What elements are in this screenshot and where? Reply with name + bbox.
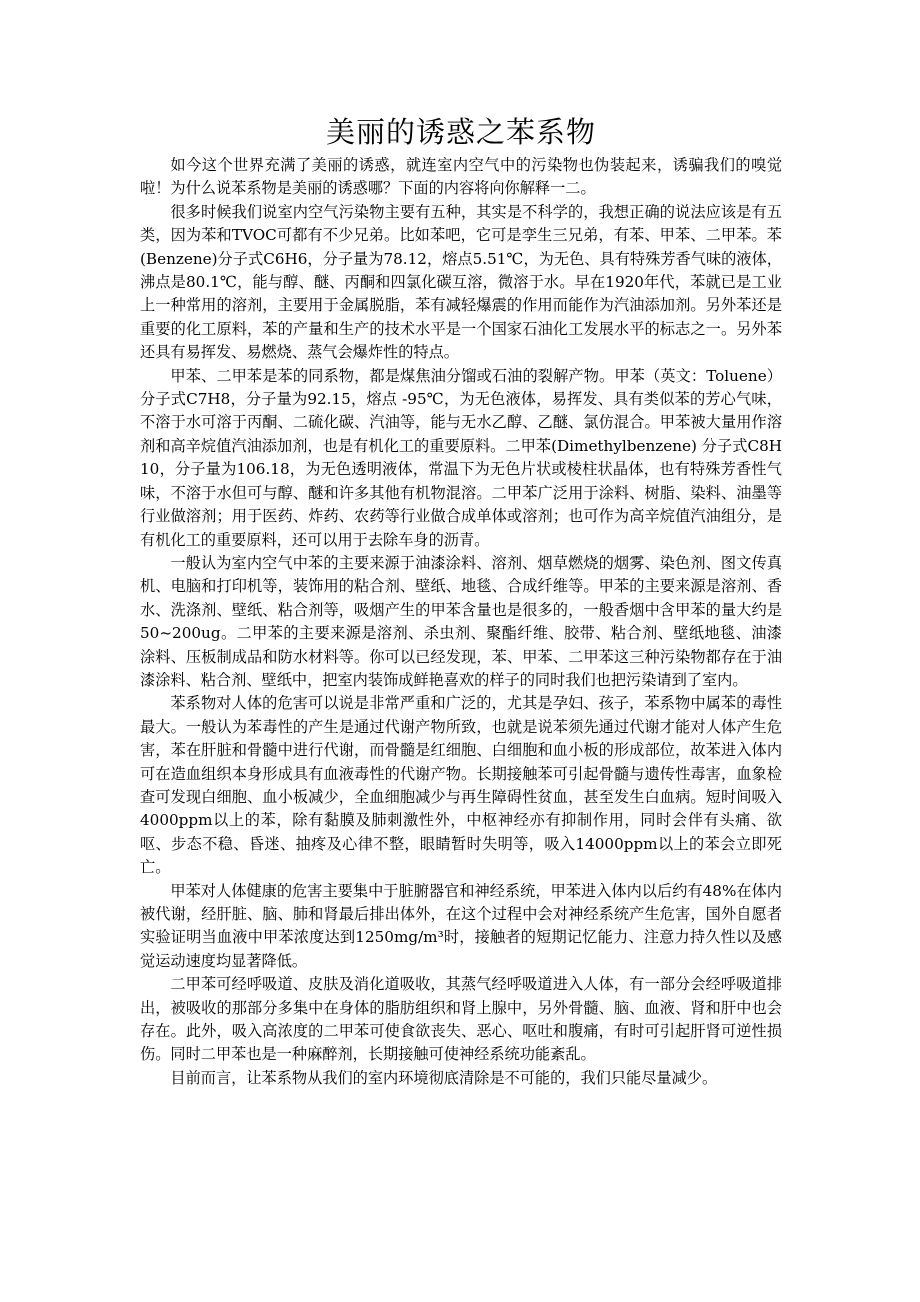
- paragraph-toluene-hazards: 甲苯对人体健康的危害主要集中于脏腑器官和神经系统，甲苯进入体内以后约有48%在体内被代谢，经肝脏、脑、肺和肾最后排出体外，在这个过程中会对神经系统产生危害，国外自愿者实验证明当血液中甲苯浓度达到1250mg/m³时，接触者的短期记忆能力、注意力持久性以及感觉运动速度均显著降低。: [140, 881, 782, 970]
- paragraph-intro: 如今这个世界充满了美丽的诱惑，就连室内空气中的污染物也伪装起来，诱骗我们的嗅觉啦！为什么说苯系物是美丽的诱惑哪？下面的内容将向你解释一二。: [140, 156, 782, 198]
- document-title: 美丽的诱惑之苯系物: [325, 115, 596, 149]
- paragraph-benzene: 很多时候我们说室内空气污染物主要有五种，其实是不科学的，我想正确的说法应该是有五类，因为苯和TVOC可都有不少兄弟。比如苯吧，它可是孪生三兄弟，有苯、甲苯、二甲苯。苯(Benzene)分子式C6H6，分子量为78.12，熔点5.51℃，为无色、具有特殊芳香气味的液体，沸点是80.1℃，能与醇、醚、丙酮和四氯化碳互溶，微溶于水。早在1920年代，苯就已是工业上一种常用的溶剂，主要用于金属脱脂，苯有减轻爆震的作用而能作为汽油添加剂。另外苯还是重要的化工原料，苯的产量和生产的技术水平是一个国家石油化工发展水平的标志之一。另外苯还具有易挥发、易燃烧、蒸气会爆炸性的特点。: [140, 202, 782, 362]
- paragraph-toluene-xylene: 甲苯、二甲苯是苯的同系物，都是煤焦油分馏或石油的裂解产物。甲苯（英文：Toluene）分子式C7H8，分子量为92.15，熔点 -95℃，为无色液体，易挥发、具有类似苯的芳心气味，不溶于水可溶于丙酮、二硫化碳、汽油等，能与无水乙醇、乙醚、氯仿混合。甲苯被大量用作溶剂和高辛烷值汽油添加剂，也是有机化工的重要原料。二甲苯(Dimethylbenzene) 分子式C8H10，分子量为106.18，为无色透明液体，常温下为无色片状或棱柱状晶体，也有特殊芳香性气味，不溶于水但可与醇、醚和许多其他有机物混溶。二甲苯广泛用于涂料、树脂、染料、油墨等行业做溶剂；用于医药、炸药、农药等行业做合成单体或溶剂；也可作为高辛烷值汽油组分，是有机化工的重要原料，还可以用于去除车身的沥青。: [140, 366, 782, 549]
- document-page: [140, 110, 782, 1090]
- paragraph-conclusion: 目前而言，让苯系物从我们的室内环境彻底清除是不可能的，我们只能尽量减少。: [170, 1068, 718, 1087]
- paragraph-sources: 一般认为室内空气中苯的主要来源于油漆涂料、溶剂、烟草燃烧的烟雾、染色剂、图文传真机、电脑和打印机等，装饰用的粘合剂、壁纸、地毯、合成纤维等。甲苯的主要来源是溶剂、香水、洗涤剂、壁纸、粘合剂等，吸烟产生的甲苯含量也是很多的，一般香烟中含甲苯的量大约是50~200ug。二甲苯的主要来源是溶剂、杀虫剂、聚酯纤维、胶带、粘合剂、壁纸地毯、油漆涂料、压板制成品和防水材料等。你可以已经发现，苯、甲苯、二甲苯这三种污染物都存在于油漆涂料、粘合剂、壁纸中，把室内装饰成鲜艳喜欢的样子的同时我们也把污染请到了室内。: [140, 553, 782, 689]
- paragraph-xylene-hazards: 二甲苯可经呼吸道、皮肤及消化道吸收，其蒸气经呼吸道进入人体，有一部分会经呼吸道排出，被吸收的那部分多集中在身体的脂肪组织和肾上腺中，另外骨髓、脑、血液、肾和肝中也会存在。此外，吸入高浓度的二甲苯可使食欲丧失、恶心、呕吐和腹痛，有时可引起肝肾可逆性损伤。同时二甲苯也是一种麻醉剂，长期接触可使神经系统功能紊乱。: [140, 975, 782, 1064]
- paragraph-benzene-hazards: 苯系物对人体的危害可以说是非常严重和广泛的，尤其是孕妇、孩子，苯系物中属苯的毒性最大。一般认为苯毒性的产生是通过代谢产物所致，也就是说苯须先通过代谢才能对人体产生危害，苯在肝脏和骨髓中进行代谢，而骨髓是红细胞、白细胞和血小板的形成部位，故苯进入体内可在造血组织本身形成具有血液毒性的代谢产物。长期接触苯可引起骨髓与遗传性毒害，血象检查可发现白细胞、血小板减少，全血细胞减少与再生障碍性贫血，甚至发生白血病。短时间吸入4000ppm以上的苯，除有黏膜及肺刺激性外，中枢神经亦有抑制作用，同时会伴有头痛、欲呕、步态不稳、昏迷、抽疼及心律不整，眼睛暂时失明等，吸入14000ppm以上的苯会立即死亡。: [140, 694, 782, 877]
